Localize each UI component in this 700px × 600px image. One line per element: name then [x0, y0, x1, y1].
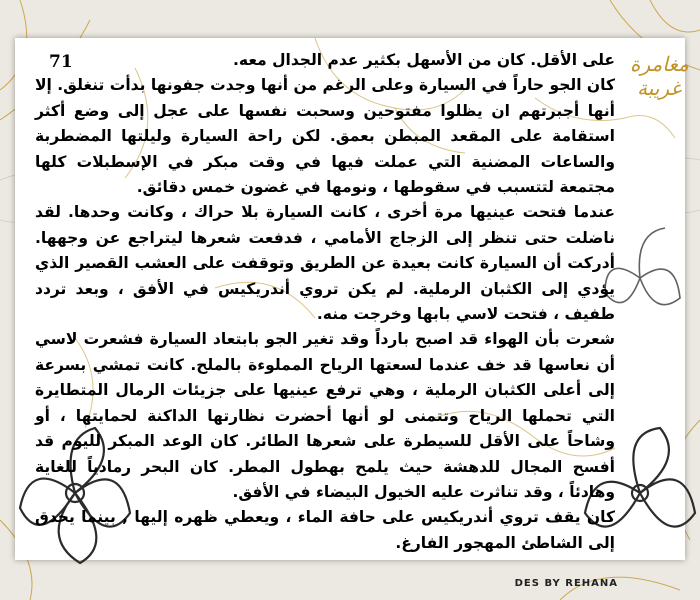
story-text — [35, 48, 615, 556]
badge-line-1: مغامرة — [630, 52, 689, 76]
paragraph-2: كان الجو حاراً في السيارة وعلى الرغم من أنها وجدت جفونها بدأت تنغلق. إلا أنها أجبرتهم ان يظلوا مفتوحين وسحبت نفسها على عجل إلى وضع أكثر استقامة على المقعد المبطن بعمق. لكن راحة السيارة وليلتها المضطربة والساعات المضنية التي عملت فيها في وقت مبكر في الإسطبلات كلها مجتمعة لتتسبب في سقوطها ، ونومها في غضون خمس دقائق. — [35, 76, 615, 197]
paragraph-1: على الأقل. كان من الأسهل بكثير عدم الجدال معه. — [233, 51, 615, 69]
paragraph-5: كان يقف تروي أندريكيس على حافة الماء ، ويعطي ظهره إليها , بينما يحدق إلى الشاطئ المهجور الفارغ. — [35, 508, 615, 552]
paragraph-3: عندما فتحت عينيها مرة أخرى ، كانت السيارة بلا حراك ، وكانت وحدها. لقد ناضلت حتى تنظر إلى الزجاج الأمامي ، فدفعت شعرها ليتراجع عن وجهها. أدركت أن السيارة كانت بعيدة عن الطريق وتوقفت على العشب القصير الذي يؤدي إلى الكثبان الرملية. لم يكن تروي أندريكيس في الأفق ، وبعد تردد طفيف ، فتحت لاسي بابها وخرجت منه. — [35, 203, 615, 324]
book-title-badge — [630, 52, 688, 100]
paragraph-4: شعرت بأن الهواء قد اصبح بارداً وقد تغير الجو بابتعاد السيارة فشعرت لاسي أن نعاسها قد خف عندما لسعتها الرياح المملوءة بالملح. كانت تمشي بسرعة إلى أعلى الكثبان الرملية ، وهي ترفع عينيها على جزيئات الرمال المتطايرة التي تحملها الرياح وتتمنى لو أنها أحضرت نظارتها الداكنة لحمايتها ، أو وشاحاً على الأقل للسيطرة على شعرها الطائر. كان الوعد المبكر لليوم قد أفسح المجال للدهشة حيث يلمح بهطول المطر. كان البحر رمادياً للغاية وهادئاً ، وقد تناثرت عليه الخيول البيضاء في الأفق. — [35, 330, 615, 501]
page-number: 71 — [49, 52, 73, 72]
designer-credit: DES BY REHANA — [514, 578, 618, 589]
badge-line-2: غريبة — [637, 76, 681, 100]
